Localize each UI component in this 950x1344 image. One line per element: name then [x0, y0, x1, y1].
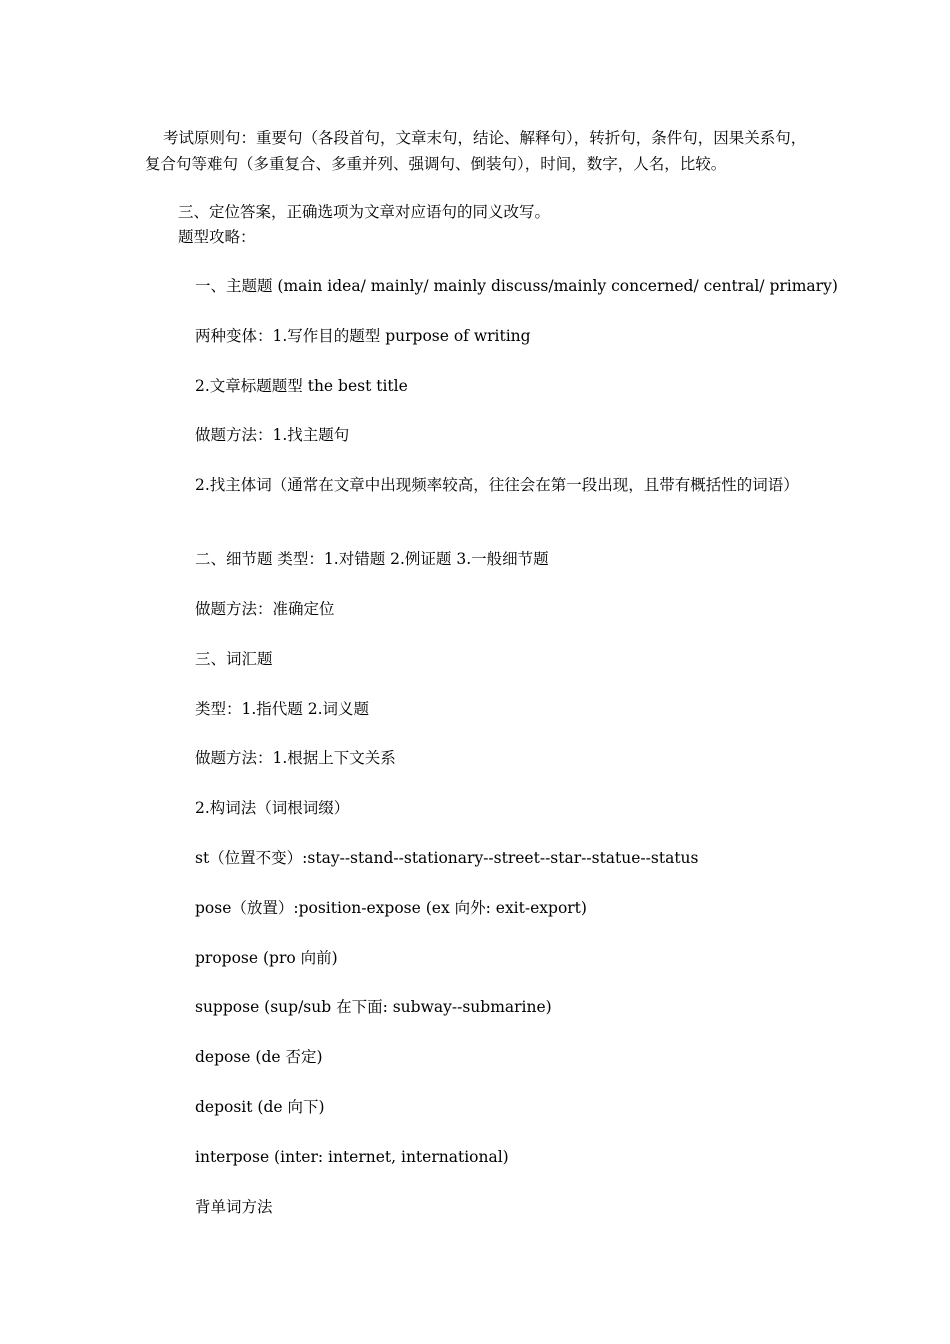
- main-idea-item: 一、主题题 (main idea/ mainly/ mainly discuss/mainly concerned/ central/ primary): [195, 277, 838, 295]
- vocabulary-types-item: 类型：1.指代题 2.词义题: [195, 700, 370, 718]
- root-pose-item: pose（放置）:position-expose (ex 向外: exit-export): [195, 899, 587, 917]
- strategy-heading: 题型攻略：: [178, 228, 256, 246]
- method-context-item: 做题方法：1.根据上下文关系: [195, 749, 396, 767]
- method-subject-word-item: 2.找主体词（通常在文章中出现频率较高，往往会在第一段出现，且带有概括性的词语）: [195, 476, 799, 494]
- variant-title-item: 2.文章标题题型 the best title: [195, 377, 408, 395]
- intro-paragraph: 考试原则句：重要句（各段首句，文章末句，结论、解释句），转折句，条件句，因果关系句，复合句等难句（多重复合、多重并列、强调句、倒装句），时间，数字，人名，比较。: [145, 129, 807, 173]
- depose-item: depose (de 否定): [195, 1048, 323, 1066]
- propose-item: propose (pro 向前): [195, 949, 338, 967]
- vocabulary-question-item: 三、词汇题: [195, 650, 273, 668]
- memorize-words-item: 背单词方法: [195, 1198, 273, 1216]
- variant-purpose-item: 两种变体：1.写作目的题型 purpose of writing: [195, 327, 531, 345]
- suppose-item: suppose (sup/sub 在下面: subway--submarine): [195, 998, 552, 1016]
- method-word-formation-item: 2.构词法（词根词缀）: [195, 799, 350, 817]
- method-locate-item: 做题方法：准确定位: [195, 600, 335, 618]
- deposit-item: deposit (de 向下): [195, 1098, 325, 1116]
- method-topic-sentence-item: 做题方法：1.找主题句: [195, 426, 350, 444]
- root-st-item: st（位置不变）:stay--stand--stationary--street--star--statue--status: [195, 849, 699, 867]
- interpose-item: interpose (inter: internet, international): [195, 1148, 509, 1166]
- detail-question-item: 二、细节题 类型：1.对错题 2.例证题 3.一般细节题: [195, 550, 549, 568]
- section-three-heading: 三、定位答案，正确选项为文章对应语句的同义改写。: [178, 203, 551, 221]
